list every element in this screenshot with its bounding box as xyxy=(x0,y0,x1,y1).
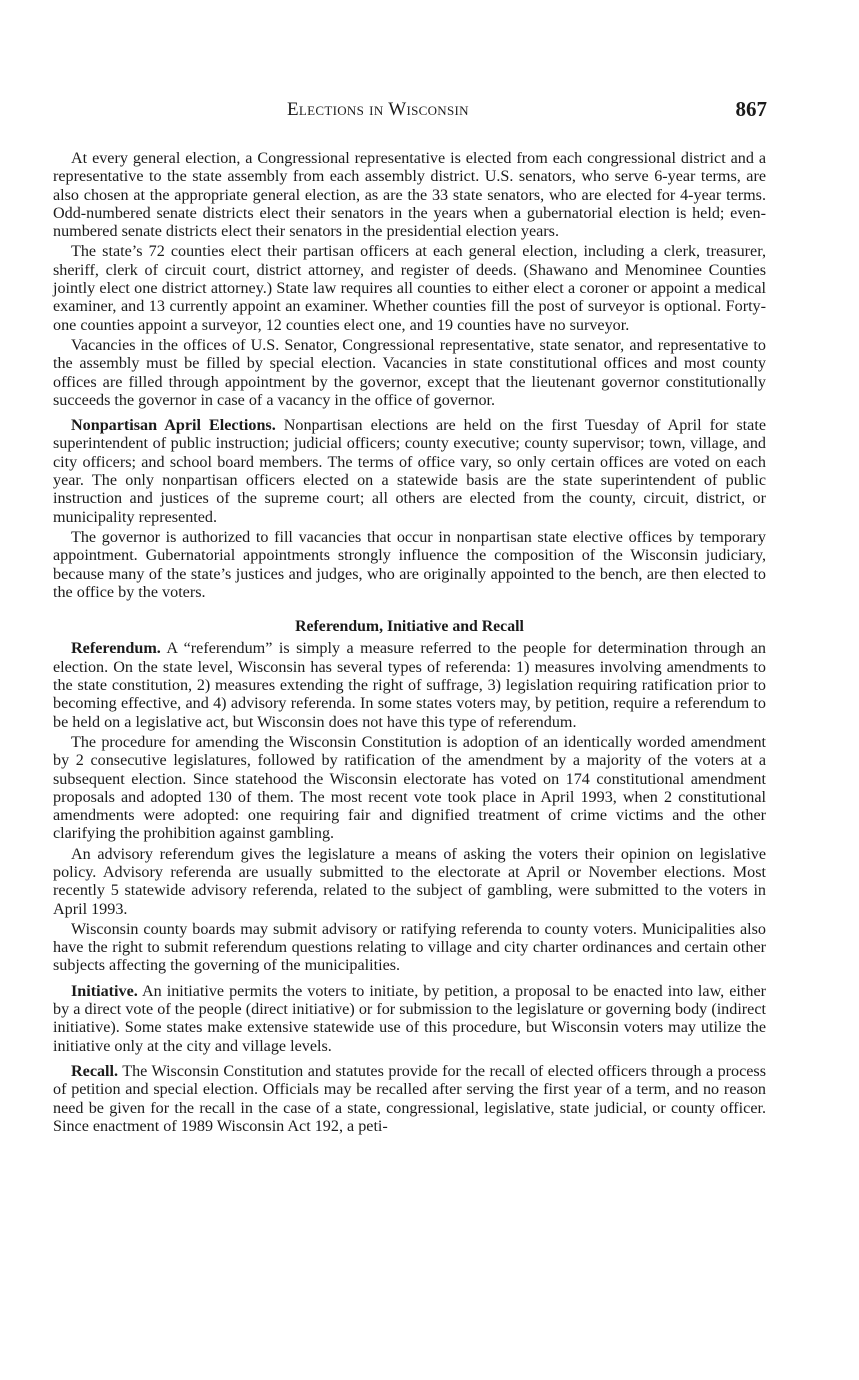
paragraph-county-officers: The state’s 72 counties elect their partisan officers at each general election, including a clerk, treasurer, sheriff, clerk of circuit court, district attorney, and register of deeds. (Shawano and Menominee Counties jointly elect one district attorney.) State law requires all counties to either elect a coroner or appoint a medical examiner, and 13 currently appoint an examiner. Whether counties fill the post of surveyor is optional. Forty-one counties appoint a surveyor, 12 counties elect one, and 19 counties have no surveyor. xyxy=(53,243,766,334)
paragraph-county-referenda: Wisconsin county boards may submit advisory or ratifying referenda to county voters. Municipalities also have the right to submit referendum questions relating to village and city charter ordinances and certain other subjects affecting the governing of the municipalities. xyxy=(53,920,766,975)
paragraph-advisory-referendum: An advisory referendum gives the legislature a means of asking the voters their opinion on legislative policy. Advisory referenda are usually submitted to the electorate at April or November elections. Most recently 5 statewide advisory referenda, related to the subject of gambling, were submitted to the voters in April 1993. xyxy=(53,845,766,918)
paragraph-general-election: At every general election, a Congressional representative is elected from each congressional district and a representative to the state assembly from each assembly district. U.S. senators, who serve 6-year terms, are also chosen at the appropriate general election, as are the 33 state senators, who are elected for 4-year terms. Odd-numbered senate districts elect their senators in the years when a gubernatorial election is held; even-numbered senate districts elect their senators in the presidential election years. xyxy=(53,150,766,241)
paragraph-governor-appointments: The governor is authorized to fill vacancies that occur in nonpartisan state elective offices by temporary appointment. Gubernatorial appointments strongly influence the composition of the Wisconsin judiciary, because many of the state’s justices and judges, who are originally appointed to the bench, are then elected to the office by the voters. xyxy=(53,528,766,601)
paragraph-text: An initiative permits the voters to initiate, by petition, a proposal to be enacted into law, either by a direct vote of the people (direct initiative) or for submission to the legislature or governing body (indirect initiative). Some states make extensive statewide use of this procedure, but Wisconsin voters may utilize the initiative only at the city and village levels. xyxy=(53,982,766,1055)
paragraph-nonpartisan-april-elections xyxy=(53,417,766,527)
paragraph-recall xyxy=(53,1063,766,1136)
running-title: Elections in Wisconsin xyxy=(287,99,469,120)
run-in-heading: Recall. xyxy=(71,1062,119,1080)
body-text xyxy=(53,150,766,1138)
section-heading: Referendum, Initiative and Recall xyxy=(295,618,524,636)
paragraph-text: The Wisconsin Constitution and statutes provide for the recall of elected officers through a process of petition and special election. Officials may be recalled after serving the first year of a term, and no reason need be given for the recall in the case of a state, congressional, legislative, state judicial, or county officer. Since enactment of 1989 Wisconsin Act 192, a peti- xyxy=(53,1062,766,1135)
paragraph-text: Nonpartisan elections are held on the first Tuesday of April for state superintendent of public instruction; judicial officers; county executive; county supervisor; town, village, and city officers; and school board members. The terms of office vary, so only certain offices are voted on each year. The only nonpartisan officers elected on a statewide basis are the state superintendent of public instruction and justices of the supreme court; all others are elected from the county, circuit, district, or municipality represented. xyxy=(53,417,766,526)
run-in-heading: Initiative. xyxy=(71,982,138,1000)
run-in-heading: Referendum. xyxy=(71,640,161,658)
paragraph-amendment-procedure: The procedure for amending the Wisconsin Constitution is adoption of an identically worded amendment by 2 consecutive legislatures, followed by ratification of the amendment by a majority of the voters at a subsequent election. Since statehood the Wisconsin electorate has voted on 174 constitutional amendment proposals and adopted 130 of them. The most recent vote took place in April 1993, when 2 constitutional amendments were adopted: one requiring fair and dignified treatment of crime victims and the other clarifying the prohibition against gambling. xyxy=(53,733,766,843)
run-in-heading: Nonpartisan April Elections. xyxy=(71,417,276,435)
paragraph-referendum xyxy=(53,640,766,731)
paragraph-initiative xyxy=(53,983,766,1056)
paragraph-vacancies: Vacancies in the offices of U.S. Senator, Congressional representative, state senator, and representative to the assembly must be filled by special election. Vacancies in state constitutional offices and most county offices are filled through appointment by the governor, except that the lieutenant governor constitutionally succeeds the governor in case of a vacancy in the office of governor. xyxy=(53,336,766,409)
page-number: 867 xyxy=(735,97,767,121)
page-header xyxy=(0,97,859,127)
paragraph-text: A “referendum” is simply a measure referred to the people for determination through an election. On the state level, Wisconsin has several types of referenda: 1) measures involving amendments to the state constitution, 2) measures extending the right of suffrage, 3) legislation requiring ratification prior to becoming effective, and 4) advisory referenda. In some states voters may, by petition, require a referendum to be held on a legislative act, but Wisconsin does not have this type of referendum. xyxy=(53,640,766,731)
